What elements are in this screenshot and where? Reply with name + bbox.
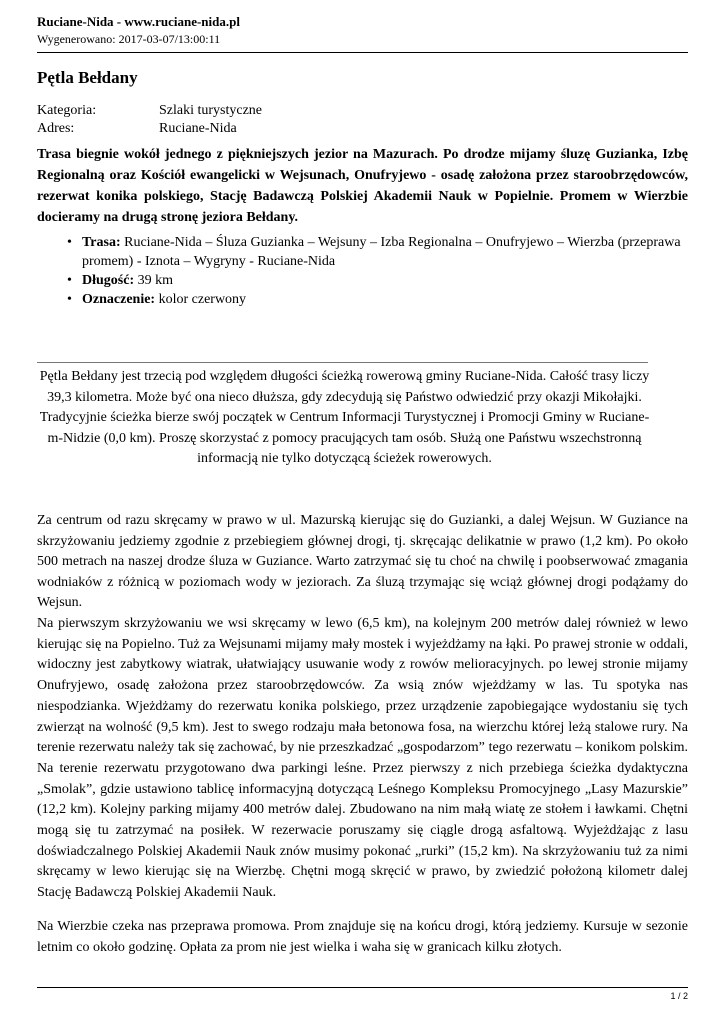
meta-label: Kategoria: xyxy=(37,103,97,118)
fact-label: Trasa: xyxy=(82,235,121,250)
bullet-icon: • xyxy=(67,235,72,250)
body-paragraph: Za centrum od razu skręcamy w prawo w ul. Mazurską kierując się do Guzianki, a dalej Wejsun. W Guziance na skrzyżowaniu jedziemy zgodnie z przebiegiem głównej drogi, tj. skręcając delikatnie w prawo (1,2 km). Po około 500 metrach na naszej drodze śluza w Guziance. Warto zatrzymać się tu choć na chwilę i poobserwować zmagania wodniaków z różnicą w poziomach wody w jeziorach. Za śluzą trzymając się wciąż głównej drogi podążamy do Wejsun. xyxy=(37,513,688,610)
body-paragraph: Na Wierzbie czeka nas przeprawa promowa. Prom znajduje się na końcu drogi, którą jedziemy. Kursuje w sezonie letnim co około godzinę. Opłata za prom nie jest wielka i waha się w granicach kilku złotych. xyxy=(37,919,688,955)
meta-address xyxy=(37,121,237,137)
page-title: Pętla Bełdany xyxy=(37,68,138,87)
body-paragraph: Na pierwszym skrzyżowaniu we wsi skręcamy w lewo (6,5 km), na kolejnym 200 metrów dalej również w lewo kierując się na Popielno. Tuż za Wejsunami mijamy mały mostek i wyjeżdżamy na łąki. Po prawej stronie w oddali, widoczny jest zabytkowy wiatrak, ułatwiający usuwanie wody z rowów melioracyjnych. po lewej stronie mijamy Onufryjewo, osadę założona przez staroobrzędowców. Za wsią znów wjeżdżamy w las. Tu spotyka nas niespodzianka. Wjeżdżamy do rezerwatu konika polskiego, przez urządzenie zapobiegające wydostaniu się tych zwierząt na wolność (9,5 km). Jest to swego rodzaju mała betonowa fosa, na wierzchu której leżą stalowe rury. Na terenie rezerwatu należy tak się zachować, by nie przeszkadzać „gospodarzom” tego rezerwatu – konikom polskim. Na terenie rezerwatu przygotowano dwa parkingi leśne. Przez pierwszy z nich przebiega ścieżka dydaktyczna „Smolak”, gdzie ustawiono tablicę informacyjną dotyczącą Leśnego Kompleksu Promocyjnego „Lasy Mazurskie” (12,2 km). Kolejny parking mijamy 400 metrów dalej. Zbudowano na nim małą wiatę ze stołem i ławkami. Chętni mogą się tu zatrzymać na posiłek. W rezerwacie poruszamy się ciągle drogą asfaltową. Wyjeżdżając z lasu doświadczalnego Polskiej Akademii Nauk znów musimy pokonać „rurki” (15,2 km). Na skrzyżowaniu tuż za nimi skręcamy w lewo kierując się na Wierzbę. Chętni mogą skręcić w prawo, by zwiedzić położoną kilometr dalej Stację Badawczą Polskiej Akademii Nauk. xyxy=(37,616,688,901)
list-item xyxy=(37,271,688,290)
meta-value: Ruciane-Nida xyxy=(159,121,237,136)
meta-label: Adres: xyxy=(37,121,75,136)
fact-value: 39 km xyxy=(134,273,174,288)
meta-category xyxy=(37,103,262,119)
facts-list xyxy=(37,233,688,309)
page-number: 1 / 2 xyxy=(670,991,688,1001)
body-paragraph: Pętla Bełdany jest trzecią pod względem długości ścieżką rowerową gminy Ruciane-Nida. Całość trasy liczy 39,3 kilometra. Może być ona nieco dłuższa, gdy zdecydują się Państwo odwiedzić przy okazji Mikołajki. Tradycyjnie ścieżka bierze swój początek w Centrum Informacji Turystycznej i Promocji Gminy w Rucianem-Nidzie (0,0 km). Proszę skorzystać z pomocy pracujących tam osób. Służą one Państwu wszechstronną informacją nie tylko dotyczącą ścieżek rowerowych. xyxy=(39,369,650,466)
footer-divider xyxy=(37,987,688,988)
lead-paragraph: Trasa biegnie wokół jednego z piękniejszych jezior na Mazurach. Po drodze mijamy śluzę Guzianka, Izbę Regionalną oraz Kościół ewangelicki w Wejsunach, Onufryjewo - osadę założona przez staroobrzędowców, rezerwat konika polskiego, Stację Badawczą Polskiej Akademii Nauk w Popielnie. Promem w Wierzbie docieramy na drugą stronę jeziora Bełdany. xyxy=(37,147,688,225)
fact-value: kolor czerwony xyxy=(155,292,247,307)
fact-label: Długość: xyxy=(82,273,135,288)
content-divider xyxy=(37,362,648,363)
bullet-icon: • xyxy=(67,273,72,288)
fact-value: Ruciane-Nida – Śluza Guzianka – Wejsuny – Izba Regionalna – Onufryjewo – Wierzba (przeprawa promem) - Iznota – Wygryny - Ruciane-Nida xyxy=(82,235,681,269)
list-item xyxy=(37,290,688,309)
site-header: Ruciane-Nida - www.ruciane-nida.pl xyxy=(37,14,240,29)
fact-label: Oznaczenie: xyxy=(82,292,156,307)
generated-timestamp: Wygenerowano: 2017-03-07/13:00:11 xyxy=(37,32,221,46)
list-item xyxy=(37,233,688,271)
bullet-icon: • xyxy=(67,292,72,307)
meta-value: Szlaki turystyczne xyxy=(159,103,263,118)
header-divider xyxy=(37,52,688,53)
